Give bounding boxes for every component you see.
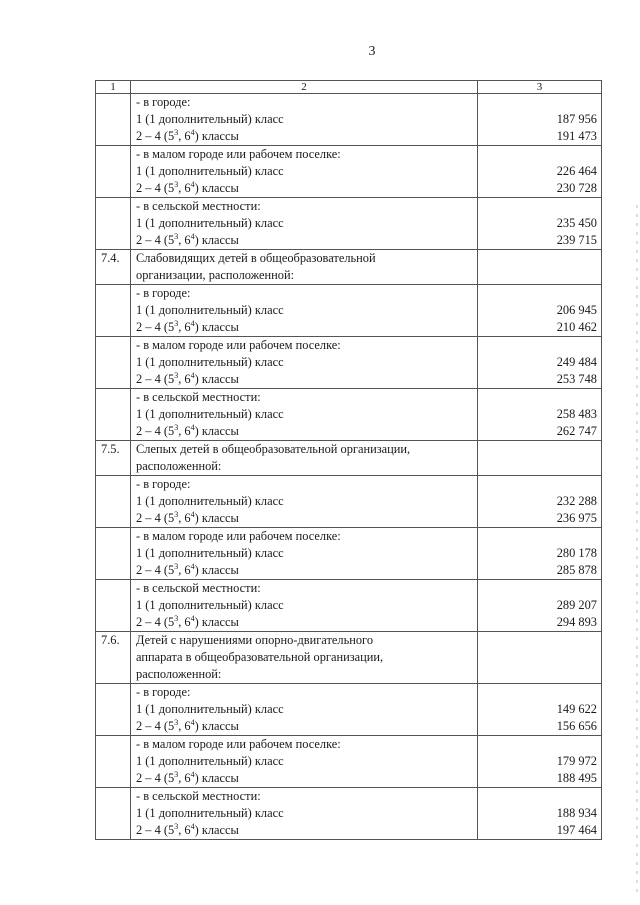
table-row bbox=[96, 389, 602, 441]
row-number bbox=[96, 94, 131, 146]
value-spacer bbox=[483, 94, 597, 111]
description-line: аппарата в общеобразовательной организации, bbox=[136, 650, 384, 664]
row-values bbox=[478, 528, 602, 580]
row-description bbox=[131, 146, 478, 198]
description-line: - в городе: bbox=[136, 95, 191, 109]
class-label: 2 – 4 ($5^3$, $6^4$) классы bbox=[136, 232, 239, 247]
rate-value: 197 464 bbox=[556, 823, 597, 837]
row-values bbox=[478, 94, 602, 146]
class-label: 2 – 4 ($5^3$, $6^4$) классы bbox=[136, 614, 239, 629]
row-description bbox=[131, 684, 478, 736]
description-line: - в сельской местности: bbox=[136, 789, 261, 803]
rate-value: 230 728 bbox=[556, 181, 597, 195]
value-spacer bbox=[483, 441, 597, 458]
class-label: 2 – 4 ($5^3$, $6^4$) классы bbox=[136, 822, 239, 837]
value-spacer bbox=[483, 267, 597, 284]
rate-value: 253 748 bbox=[556, 372, 597, 386]
description-line: - в сельской местности: bbox=[136, 390, 261, 404]
row-description bbox=[131, 441, 478, 476]
value-spacer bbox=[483, 476, 597, 493]
table-row bbox=[96, 736, 602, 788]
description-line: организации, расположенной: bbox=[136, 268, 295, 282]
rate-value: 206 945 bbox=[556, 303, 597, 317]
class-label: 1 (1 дополнительный) класс bbox=[136, 407, 284, 421]
rate-value: 258 483 bbox=[556, 407, 597, 421]
class-label: 1 (1 дополнительный) класс bbox=[136, 754, 284, 768]
class-label: 1 (1 дополнительный) класс bbox=[136, 806, 284, 820]
row-number bbox=[96, 146, 131, 198]
row-values bbox=[478, 684, 602, 736]
table-row bbox=[96, 580, 602, 632]
row-number bbox=[96, 528, 131, 580]
table-row bbox=[96, 788, 602, 840]
row-values bbox=[478, 736, 602, 788]
table-header-row bbox=[96, 81, 602, 94]
row-values bbox=[478, 337, 602, 389]
value-spacer bbox=[483, 146, 597, 163]
row-values bbox=[478, 632, 602, 684]
rate-value: 149 622 bbox=[556, 702, 597, 716]
description-line: - в малом городе или рабочем поселке: bbox=[136, 338, 341, 352]
row-description bbox=[131, 285, 478, 337]
description-line: - в малом городе или рабочем поселке: bbox=[136, 737, 341, 751]
description-line: Слабовидящих детей в общеобразовательной bbox=[136, 251, 376, 265]
rate-value: 249 484 bbox=[556, 355, 597, 369]
description-line: - в городе: bbox=[136, 477, 191, 491]
value-spacer bbox=[483, 632, 597, 649]
row-number bbox=[96, 788, 131, 840]
table-row bbox=[96, 285, 602, 337]
class-label: 1 (1 дополнительный) класс bbox=[136, 164, 284, 178]
section-row bbox=[96, 250, 602, 285]
class-label: 2 – 4 ($5^3$, $6^4$) классы bbox=[136, 423, 239, 438]
description-line: Детей с нарушениями опорно-двигательного bbox=[136, 633, 374, 647]
table-row bbox=[96, 94, 602, 146]
class-label: 2 – 4 ($5^3$, $6^4$) классы bbox=[136, 180, 239, 195]
rate-value: 191 473 bbox=[556, 129, 597, 143]
row-values bbox=[478, 198, 602, 250]
row-description bbox=[131, 389, 478, 441]
description-line: - в сельской местности: bbox=[136, 581, 261, 595]
row-values bbox=[478, 146, 602, 198]
table-row bbox=[96, 337, 602, 389]
value-spacer bbox=[483, 580, 597, 597]
row-values bbox=[478, 476, 602, 528]
value-spacer bbox=[483, 666, 597, 683]
class-label: 2 – 4 ($5^3$, $6^4$) классы bbox=[136, 128, 239, 143]
row-number: 7.4. bbox=[96, 250, 131, 285]
rate-value: 232 288 bbox=[556, 494, 597, 508]
row-number bbox=[96, 476, 131, 528]
value-spacer bbox=[483, 337, 597, 354]
class-label: 1 (1 дополнительный) класс bbox=[136, 216, 284, 230]
description-line: расположенной: bbox=[136, 459, 222, 473]
class-label: 1 (1 дополнительный) класс bbox=[136, 112, 284, 126]
rate-value: 239 715 bbox=[556, 233, 597, 247]
table-row bbox=[96, 146, 602, 198]
column-header: 3 bbox=[478, 81, 602, 94]
row-values bbox=[478, 250, 602, 285]
row-values bbox=[478, 389, 602, 441]
value-spacer bbox=[483, 250, 597, 267]
section-row bbox=[96, 632, 602, 684]
row-number: 7.5. bbox=[96, 441, 131, 476]
rate-value: 188 934 bbox=[556, 806, 597, 820]
row-number bbox=[96, 389, 131, 441]
rate-value: 289 207 bbox=[556, 598, 597, 612]
row-number bbox=[96, 337, 131, 389]
table-row bbox=[96, 528, 602, 580]
row-values bbox=[478, 580, 602, 632]
row-description bbox=[131, 528, 478, 580]
rates-table bbox=[95, 80, 602, 840]
class-label: 2 – 4 ($5^3$, $6^4$) классы bbox=[136, 718, 239, 733]
description-line: расположенной: bbox=[136, 667, 222, 681]
row-description bbox=[131, 476, 478, 528]
description-line: - в малом городе или рабочем поселке: bbox=[136, 529, 341, 543]
value-spacer bbox=[483, 389, 597, 406]
scan-edge-mark bbox=[636, 205, 638, 895]
rate-value: 294 893 bbox=[556, 615, 597, 629]
row-values bbox=[478, 441, 602, 476]
class-label: 2 – 4 ($5^3$, $6^4$) классы bbox=[136, 562, 239, 577]
rate-value: 262 747 bbox=[556, 424, 597, 438]
class-label: 2 – 4 ($5^3$, $6^4$) классы bbox=[136, 371, 239, 386]
row-description bbox=[131, 198, 478, 250]
rate-value: 156 656 bbox=[556, 719, 597, 733]
row-number bbox=[96, 580, 131, 632]
class-label: 2 – 4 ($5^3$, $6^4$) классы bbox=[136, 319, 239, 334]
description-line: - в сельской местности: bbox=[136, 199, 261, 213]
rate-value: 188 495 bbox=[556, 771, 597, 785]
rate-value: 235 450 bbox=[556, 216, 597, 230]
row-number bbox=[96, 684, 131, 736]
rate-value: 236 975 bbox=[556, 511, 597, 525]
description-line: Слепых детей в общеобразовательной организации, bbox=[136, 442, 411, 456]
value-spacer bbox=[483, 198, 597, 215]
rate-value: 210 462 bbox=[556, 320, 597, 334]
row-description bbox=[131, 736, 478, 788]
rate-value: 179 972 bbox=[556, 754, 597, 768]
value-spacer bbox=[483, 285, 597, 302]
row-description bbox=[131, 250, 478, 285]
class-label: 1 (1 дополнительный) класс bbox=[136, 494, 284, 508]
table-row bbox=[96, 476, 602, 528]
row-description bbox=[131, 337, 478, 389]
row-description bbox=[131, 580, 478, 632]
column-header: 1 bbox=[96, 81, 131, 94]
value-spacer bbox=[483, 736, 597, 753]
class-label: 1 (1 дополнительный) класс bbox=[136, 598, 284, 612]
rate-value: 285 878 bbox=[556, 563, 597, 577]
column-header: 2 bbox=[131, 81, 478, 94]
value-spacer bbox=[483, 684, 597, 701]
rate-value: 280 178 bbox=[556, 546, 597, 560]
class-label: 1 (1 дополнительный) класс bbox=[136, 355, 284, 369]
row-description bbox=[131, 94, 478, 146]
page-number: 3 bbox=[368, 44, 376, 59]
value-spacer bbox=[483, 458, 597, 475]
row-number: 7.6. bbox=[96, 632, 131, 684]
row-description bbox=[131, 788, 478, 840]
class-label: 1 (1 дополнительный) класс bbox=[136, 702, 284, 716]
class-label: 2 – 4 ($5^3$, $6^4$) классы bbox=[136, 510, 239, 525]
value-spacer bbox=[483, 649, 597, 666]
class-label: 1 (1 дополнительный) класс bbox=[136, 303, 284, 317]
description-line: - в малом городе или рабочем поселке: bbox=[136, 147, 341, 161]
row-description bbox=[131, 632, 478, 684]
value-spacer bbox=[483, 528, 597, 545]
description-line: - в городе: bbox=[136, 286, 191, 300]
table-row bbox=[96, 198, 602, 250]
row-number bbox=[96, 198, 131, 250]
row-number bbox=[96, 285, 131, 337]
row-number bbox=[96, 736, 131, 788]
rate-value: 187 956 bbox=[556, 112, 597, 126]
value-spacer bbox=[483, 788, 597, 805]
class-label: 1 (1 дополнительный) класс bbox=[136, 546, 284, 560]
row-values bbox=[478, 285, 602, 337]
section-row bbox=[96, 441, 602, 476]
description-line: - в городе: bbox=[136, 685, 191, 699]
rate-value: 226 464 bbox=[556, 164, 597, 178]
row-values bbox=[478, 788, 602, 840]
table-row bbox=[96, 684, 602, 736]
class-label: 2 – 4 ($5^3$, $6^4$) классы bbox=[136, 770, 239, 785]
